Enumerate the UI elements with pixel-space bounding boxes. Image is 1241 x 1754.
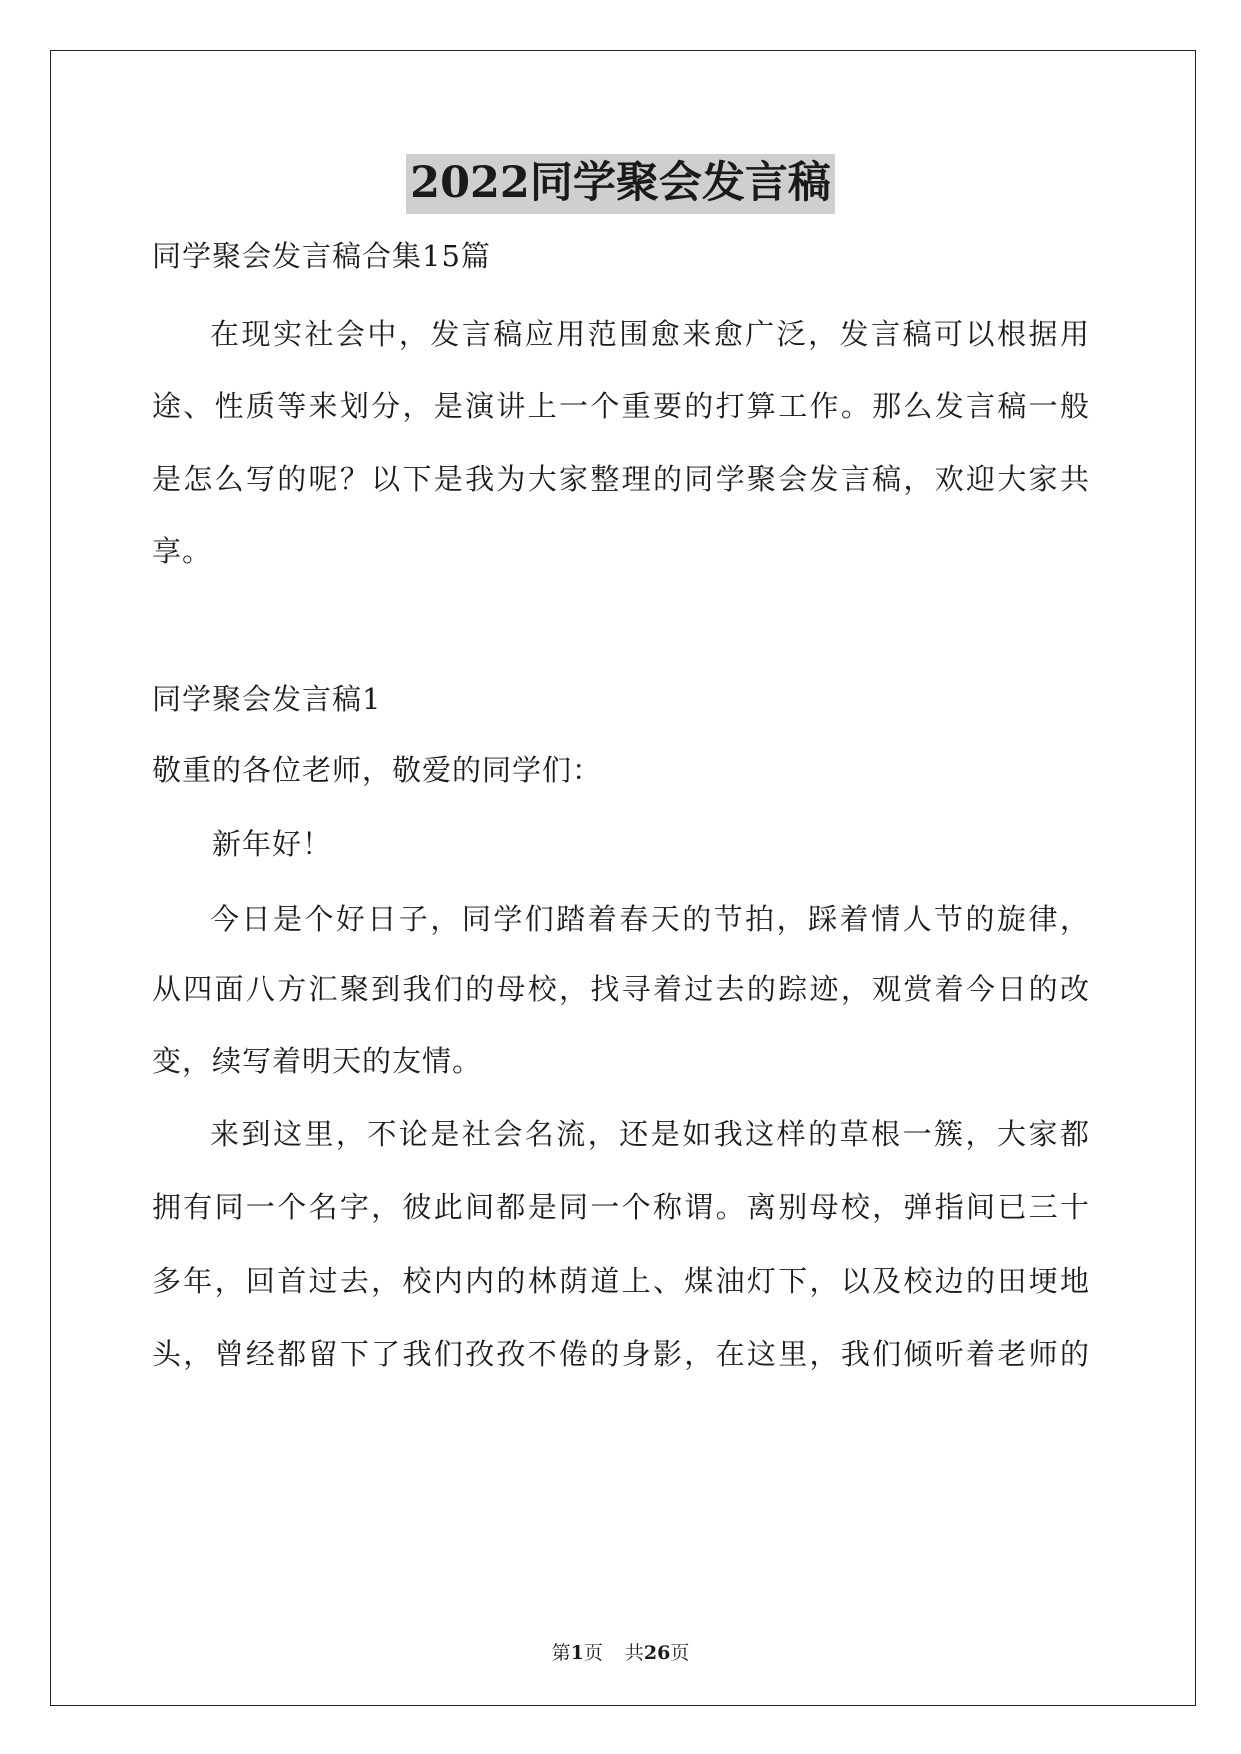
paragraph-line: 享。 [152,534,213,568]
page-footer [0,1638,1241,1665]
title-container [0,154,1241,214]
paragraph-line: 拥有同一个名字，彼此间都是同一个称谓。离别母校，弹指间已三十 [152,1190,1090,1224]
paragraph-line: 来到这里，不论是社会名流，还是如我这样的草根一簇，大家都 [210,1117,1090,1151]
paragraph-line: 今日是个好日子，同学们踏着春天的节拍，踩着情人节的旋律， [210,902,1090,936]
section-heading: 同学聚会发言稿1 [152,682,382,716]
paragraph-line: 变，续写着明天的友情。 [152,1044,483,1078]
paragraph-line: 头，曾经都留下了我们孜孜不倦的身影，在这里，我们倾听着老师的 [152,1337,1090,1371]
footer-page-suffix: 页 [583,1642,603,1664]
footer-total-suffix: 页 [670,1642,690,1664]
greeting: 新年好！ [212,827,333,861]
paragraph-line: 从四面八方汇聚到我们的母校，找寻着过去的踪迹，观赏着今日的改 [152,972,1090,1006]
paragraph-line: 在现实社会中，发言稿应用范围愈来愈广泛，发言稿可以根据用 [210,317,1090,351]
paragraph-line: 途、性质等来划分，是演讲上一个重要的打算工作。那么发言稿一般 [152,389,1090,423]
paragraph-line: 是怎么写的呢？以下是我为大家整理的同学聚会发言稿，欢迎大家共 [152,462,1090,496]
paragraph-line: 多年，回首过去，校内内的林荫道上、煤油灯下，以及校边的田埂地 [152,1264,1090,1298]
footer-page-prefix: 第 [551,1642,571,1664]
salutation: 敬重的各位老师，敬爱的同学们： [152,753,603,787]
document-title: 2022同学聚会发言稿 [406,154,835,214]
footer-total-pages: 26 [643,1642,671,1664]
document-subtitle: 同学聚会发言稿合集15篇 [152,239,491,273]
footer-total-prefix: 共 [624,1642,644,1664]
page-border [50,50,1196,1706]
footer-page-number: 1 [570,1642,584,1664]
